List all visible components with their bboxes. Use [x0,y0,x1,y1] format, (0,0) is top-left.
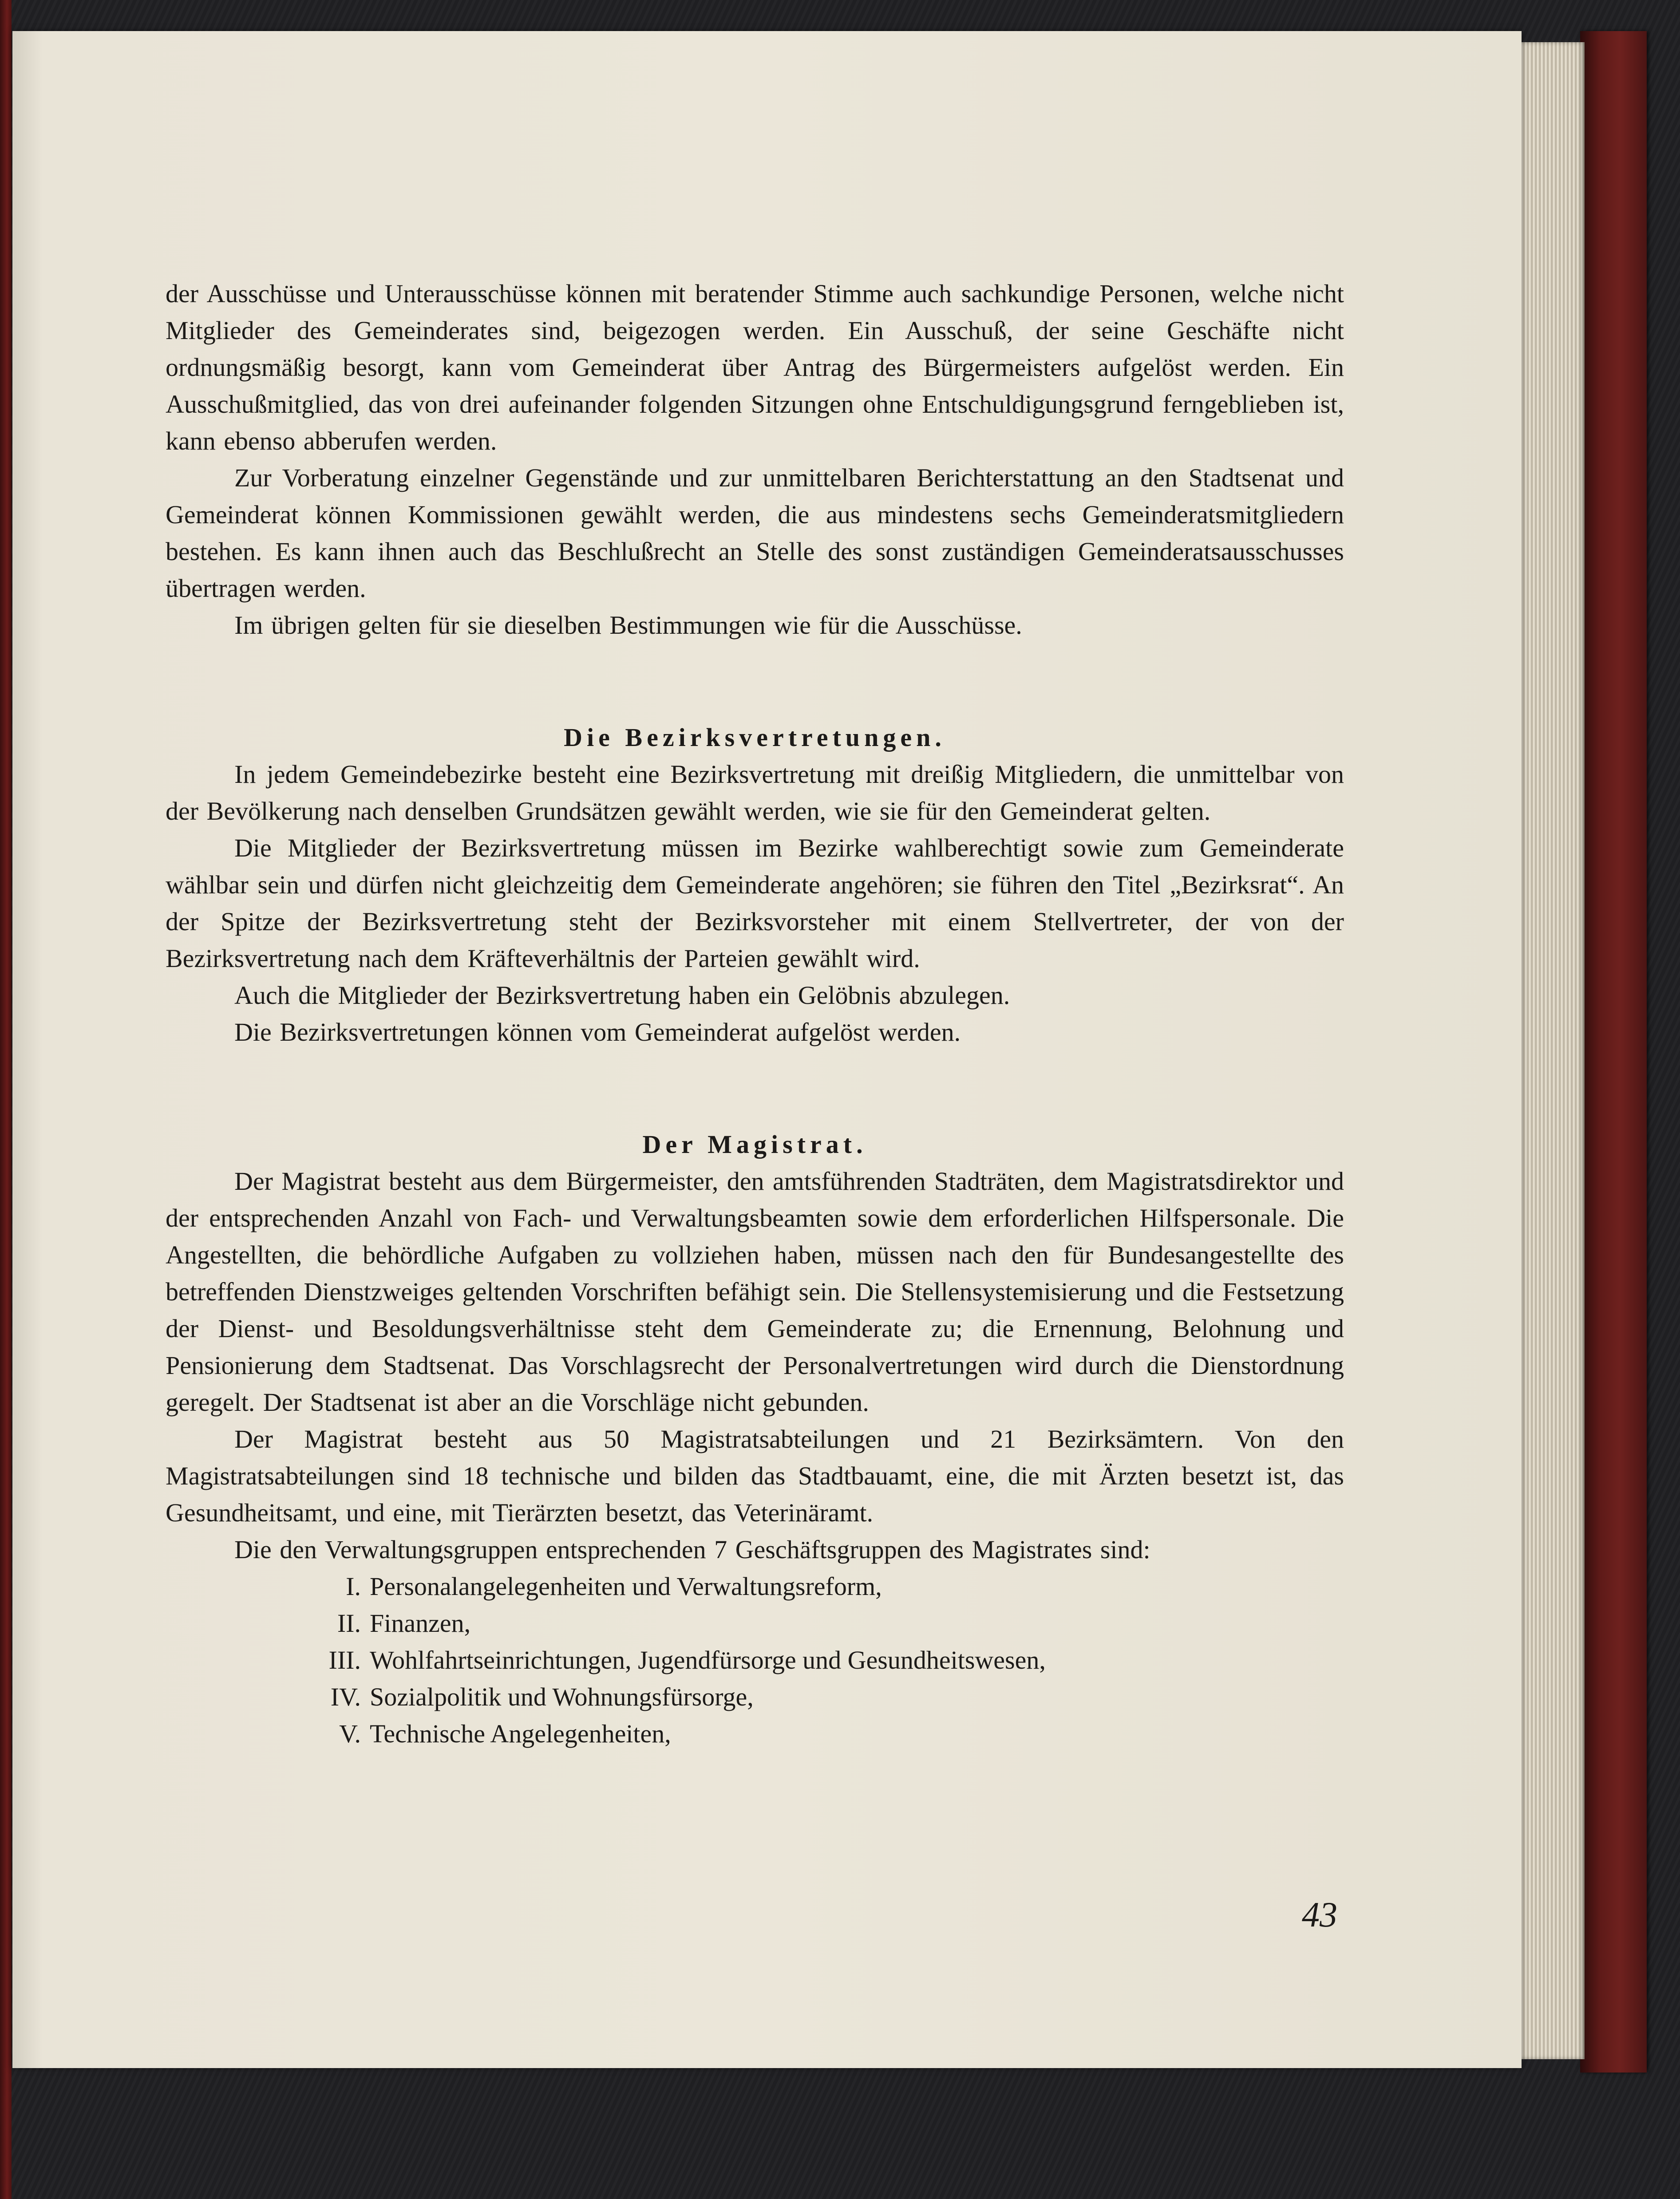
paragraph: Die Bezirksvertretungen können vom Gemeinderat aufgelöst werden. [234,1018,961,1046]
section-heading-magistrat: Der Magistrat. [642,1130,867,1159]
paragraph: Auch die Mitglieder der Bezirksvertretung haben ein Gelöbnis abzulegen. [234,981,1010,1010]
paragraph: Zur Vorberatung einzelner Gegenstände und zur unmittelbaren Berichterstattung an den Stadtsenat und Gemeinderat können Kommissionen gewählt werden, die aus mindestens sechs Gemeinderatsmitgliedern bestehen. Es kann ihnen auch das Beschlußrecht an Stelle des sonst zuständigen Gemeinderatsausschusses übertragen werden. [166,463,1344,603]
list-item-text: Technische Angelegenheiten, [370,1719,671,1748]
paragraph: Der Magistrat besteht aus 50 Magistratsabteilungen und 21 Bezirksämtern. Von den Magistratsabteilungen sind 18 technische und bilden das Stadtbauamt, eine, die mit Ärzten besetzt ist, das Gesundheitsamt, und eine, mit Tierärzten besetzt, das Veterinäramt. [166,1425,1344,1527]
page-text-block [166,275,1344,1752]
list-item [166,1678,1344,1715]
list-item [166,1642,1344,1678]
list-item-number: III. [328,1646,361,1674]
list-item [166,1605,1344,1642]
paragraph: Die Mitglieder der Bezirksvertretung müssen im Bezirke wahlberechtigt sowie zum Gemeinderate wählbar sein und dürfen nicht gleichzeitig dem Gemeinderate angehören; sie führen den Titel „Bezirksrat“. An der Spitze der Bezirksvertretung steht der Bezirksvorsteher mit einem Stellvertreter, der von der Bezirksvertretung nach dem Kräfteverhältnis der Parteien gewählt wird. [166,833,1344,973]
section-heading-bezirksvertretungen: Die Bezirksvertretungen. [564,723,946,752]
binding-edge-right [1580,31,1647,2073]
paragraph: Der Magistrat besteht aus dem Bürgermeister, den amtsführenden Stadträten, dem Magistratsdirektor und der entsprechenden Anzahl von Fach- und Verwaltungsbeamten sowie dem erforderlichen Hilfspersonale. Die Angestellten, die behördliche Aufgaben zu vollziehen haben, müssen nach den für Bundesangestellte des betreffenden Dienstzweiges geltenden Vorschriften befähigt sein. Die Stellensystemisierung und die Festsetzung der Dienst- und Besoldungsverhältnisse steht dem Gemeinderate zu; die Ernennung, Belohnung und Pensionierung dem Stadtsenat. Das Vorschlagsrecht der Personalvertretungen wird durch die Dienstordnung geregelt. Der Stadtsenat ist aber an die Vorschläge nicht gebunden. [166,1167,1344,1417]
list-item-number: V. [339,1719,361,1748]
page-edges [1518,42,1585,2059]
geschaeftsgruppen-list [166,1568,1344,1752]
paragraph: Im übrigen gelten für sie dieselben Bestimmungen wie für die Ausschüsse. [234,611,1022,640]
paragraph: Die den Verwaltungsgruppen entsprechenden 7 Geschäftsgruppen des Magistrates sind: [234,1535,1150,1564]
list-item-text: Wohlfahrtseinrichtungen, Jugendfürsorge und Gesundheitswesen, [370,1646,1046,1674]
page-number: 43 [1302,1895,1337,1934]
list-item-text: Sozialpolitik und Wohnungsfürsorge, [370,1682,754,1711]
list-item-number: II. [337,1609,361,1638]
list-item-text: Personalangelegenheiten und Verwaltungsreform, [370,1572,882,1601]
list-item-number: IV. [330,1682,361,1711]
paragraph: der Ausschüsse und Unterausschüsse können mit beratender Stimme auch sachkundige Personen, welche nicht Mitglieder des Gemeinderates sind, beigezogen werden. Ein Ausschuß, der seine Geschäfte nicht ordnungsmäßig besorgt, kann vom Gemeinderat über Antrag des Bürgermeisters aufgelöst werden. Ein Ausschußmitglied, das von drei aufeinander folgenden Sitzungen ohne Entschuldigungsgrund ferngeblieben ist, kann ebenso abberufen werden. [166,279,1344,455]
binding-edge-left [0,0,12,2199]
list-item-number: I. [346,1572,361,1601]
book-page [12,31,1522,2068]
list-item [166,1715,1344,1752]
paragraph: In jedem Gemeindebezirke besteht eine Bezirksvertretung mit dreißig Mitgliedern, die unmittelbar von der Bevölkerung nach denselben Grundsätzen gewählt werden, wie sie für den Gemeinderat gelten. [166,760,1344,825]
list-item [166,1568,1344,1605]
list-item-text: Finanzen, [370,1609,471,1638]
